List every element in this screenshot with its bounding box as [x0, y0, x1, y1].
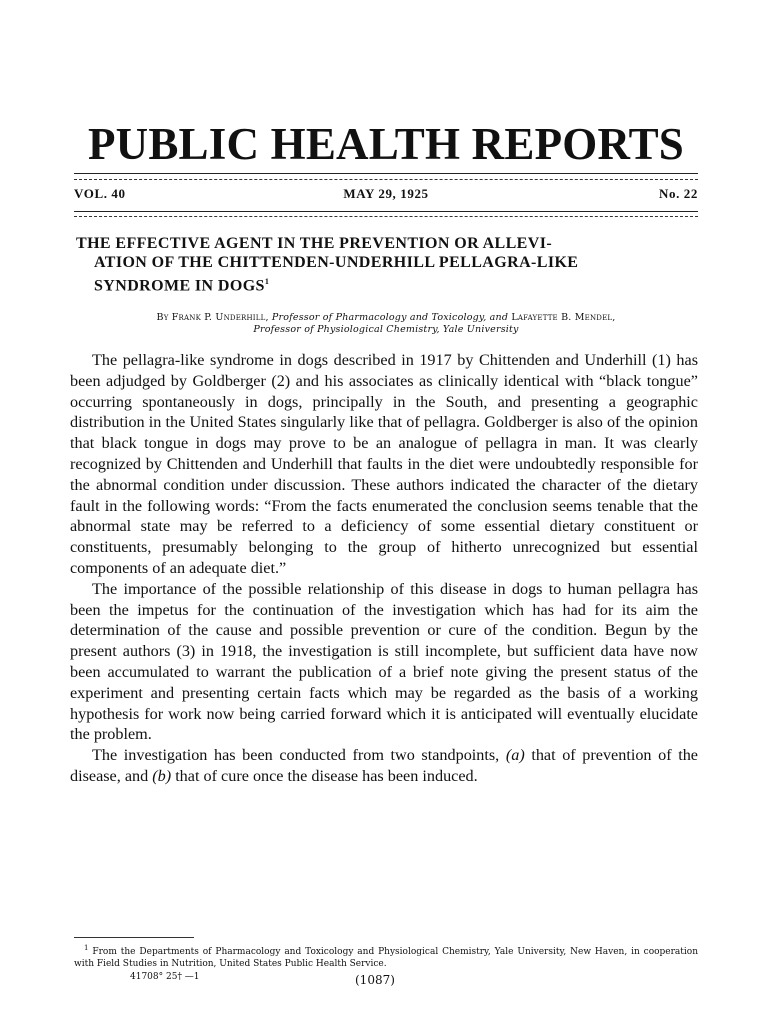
article-title-line-3-text: SYNDROME IN DOGS — [94, 277, 265, 295]
issue-line — [74, 186, 698, 204]
byline-by: By — [156, 312, 169, 323]
footnote-text: From the Departments of Pharmacology and Toxicology and Physiological Chemistry, Yale University, New Haven, in cooperation with Field Studies in Nutrition, United States Public Health Service. — [74, 947, 698, 969]
issue-rule-dashed — [74, 216, 698, 217]
author-2-title: Professor of Physiological Chemistry, Yale University — [253, 324, 519, 335]
issue-date: MAY 29, 1925 — [343, 186, 429, 201]
print-code: 41708° 25† —1 — [130, 972, 200, 982]
author-2: Lafayette B. Mendel, — [511, 312, 616, 323]
issue-rule-top — [74, 211, 698, 212]
paragraph-3 — [70, 745, 698, 787]
footnote — [74, 942, 698, 970]
paragraph-2: The importance of the possible relationship of this disease in dogs to human pellagra has been the impetus for the continuation of the investigation which has had for its aim the determination of the cause and possible prevention or cure of the condition. Begun by the present authors (3) in 1918, the investigation is still incomplete, but sufficient data have now been accumulated to warrant the publication of a brief note giving the present status of the experiment and presenting certain facts which may be regarded as the basis of a working hypothesis for work now being carried forward which it is anticipated will eventually elucidate the problem. — [70, 579, 698, 744]
article-title-line-1: THE EFFECTIVE AGENT IN THE PREVENTION OR ALLEVI- — [76, 235, 553, 252]
issue-number: No. 22 — [659, 186, 698, 201]
article-body — [70, 350, 698, 787]
article-title-line-2: ATION OF THE CHITTENDEN-UNDERHILL PELLAGRA-LIKE — [94, 254, 579, 271]
footnote-rule — [74, 937, 194, 938]
paragraph-3-b: (b) — [152, 766, 172, 785]
article-title-line-3 — [76, 272, 698, 295]
paragraph-3-a: (a) — [505, 746, 525, 765]
masthead-rule-top — [74, 173, 698, 174]
masthead-rule-dashed — [74, 179, 698, 180]
author-1-title: Professor of Pharmacology and Toxicology, and — [271, 312, 509, 323]
paragraph-3-end: that of cure once the disease has been induced. — [175, 766, 478, 785]
author-1: Frank P. Underhill, — [171, 312, 269, 323]
volume-label: VOL. 40 — [74, 186, 126, 201]
paragraph-3-mid: that of prevention of the disease, and — [70, 746, 698, 785]
footnote-marker: 1 — [84, 944, 89, 952]
paragraph-1: The pellagra-like syndrome in dogs described in 1917 by Chittenden and Underhill (1) has been adjudged by Goldberger (2) and his associates as clinically identical with “black tongue” occurring spontaneously in dogs, principally in the South, and presenting a geographic distribution in the United States singularly like that of pellagra. Goldberger is also of the opinion that black tongue in dogs may prove to be an analogue of pellagra in man. It was clearly recognized by Chittenden and Underhill that faults in the diet were undoubtedly responsible for the abnormal condition under discussion. These authors indicated the character of the dietary fault in the following words: “From the facts enumerated the conclusion seems tenable that the abnormal state may be referred to a deficiency of some essential dietary constituent or constituents, presumably belonging to the group of hitherto unrecognized but essential components of an adequate diet.” — [70, 351, 698, 577]
title-footnote-marker: 1 — [264, 277, 270, 286]
page-number: (1087) — [355, 973, 395, 987]
article-title — [76, 234, 698, 295]
paragraph-3-start: The investigation has been conducted from two standpoints, — [92, 746, 500, 765]
byline — [74, 312, 698, 336]
journal-title: PUBLIC HEALTH REPORTS — [87, 119, 685, 169]
